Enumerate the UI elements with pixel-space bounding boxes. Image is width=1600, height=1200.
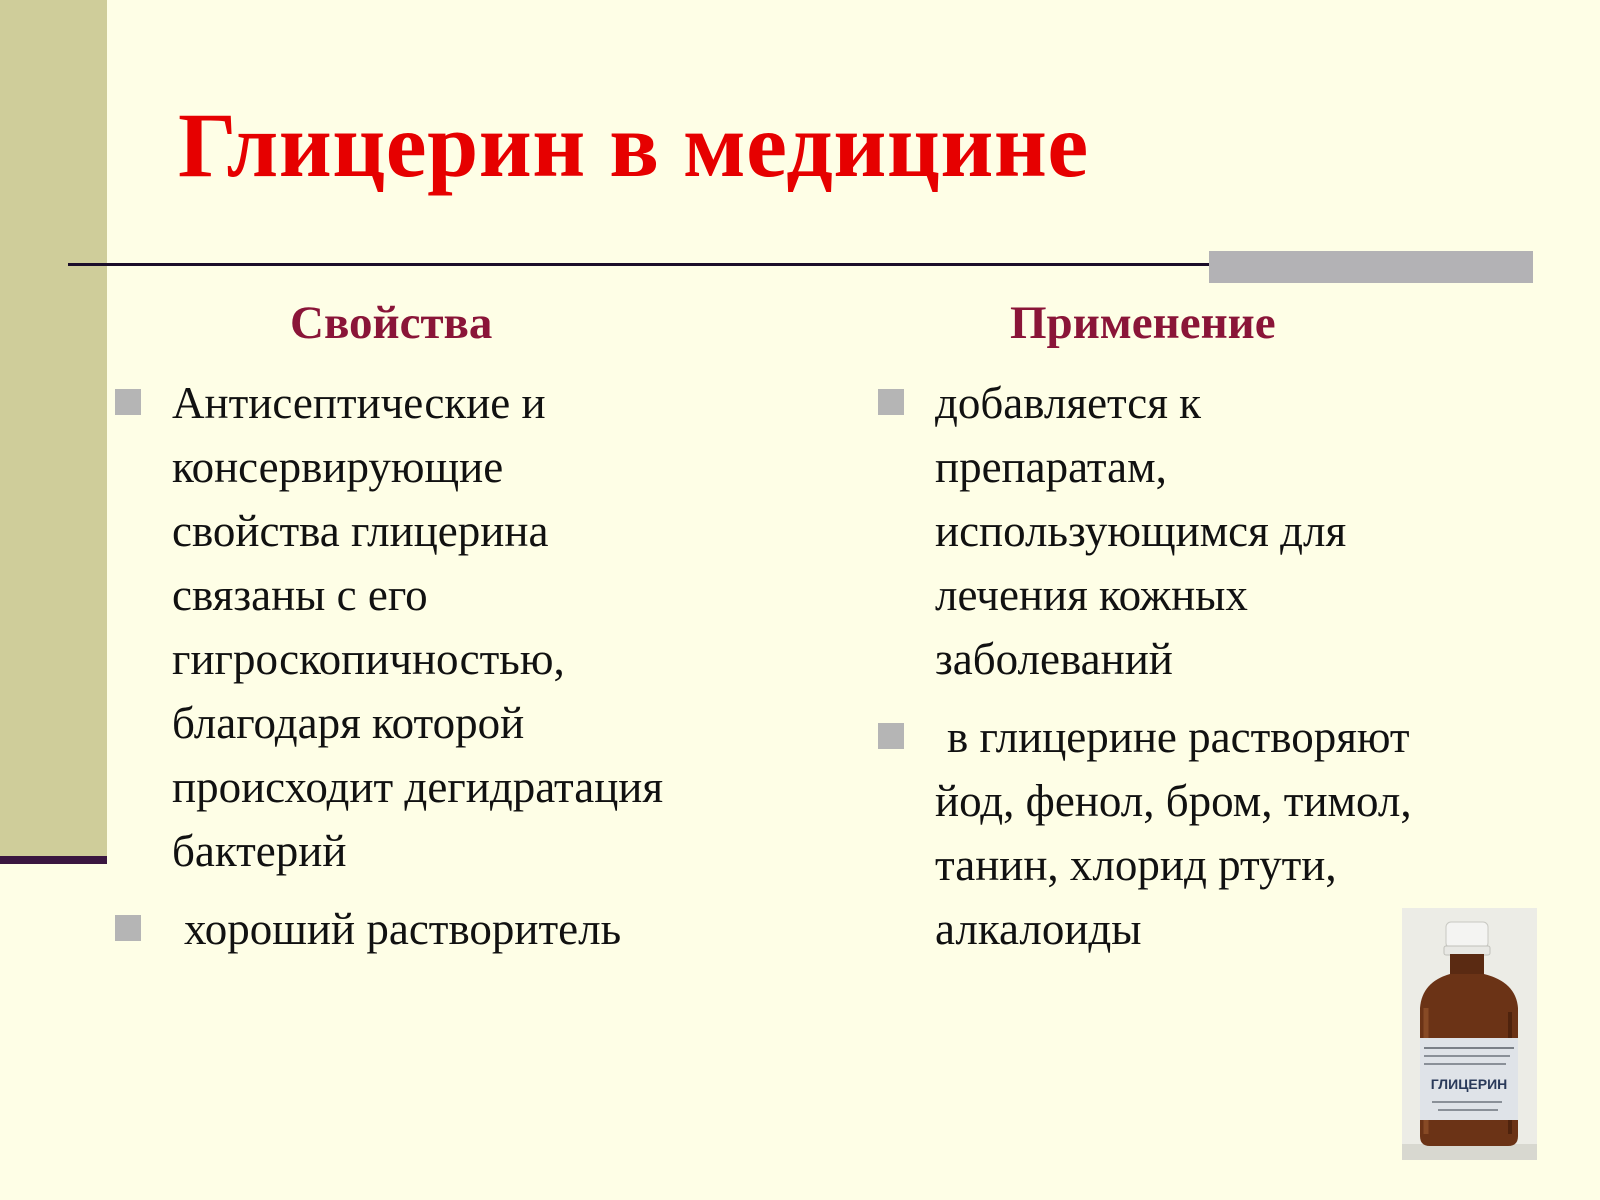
text-line: добавляется к	[935, 378, 1202, 428]
text-line: консервирующие	[172, 442, 504, 492]
text-line: йод, фенол, бром, тимол,	[935, 776, 1412, 826]
text-line: происходит дегидратация	[172, 762, 664, 812]
text-line: в глицерине растворяют	[947, 712, 1410, 762]
text-line: связаны с его	[172, 570, 428, 620]
list-item	[115, 897, 795, 961]
properties-list	[115, 371, 795, 961]
list-item	[115, 371, 795, 883]
list-item	[878, 371, 1558, 691]
glycerin-bottle-photo	[1402, 908, 1537, 1160]
title-divider-accent	[1209, 251, 1533, 283]
text-line: использующимся для	[935, 506, 1347, 556]
application-list	[878, 371, 1558, 961]
text-line: заболеваний	[935, 634, 1173, 684]
list-item-text	[172, 897, 795, 961]
column-heading-properties: Свойства	[290, 297, 493, 349]
text-line: благодаря которой	[172, 698, 525, 748]
text-line: бактерий	[172, 826, 347, 876]
left-decorative-band	[0, 0, 107, 860]
square-bullet-icon	[115, 915, 141, 941]
slide-title: Глицерин в медицине	[178, 94, 1089, 196]
square-bullet-icon	[878, 723, 904, 749]
text-line: гигроскопичностью,	[172, 634, 565, 684]
text-line: препаратам,	[935, 442, 1167, 492]
list-item-text	[172, 371, 795, 883]
text-line: танин, хлорид ртути,	[935, 840, 1337, 890]
bottle-illustration	[1402, 908, 1537, 1160]
text-line: Антисептические и	[172, 378, 546, 428]
text-line: свойства глицерина	[172, 506, 549, 556]
square-bullet-icon	[115, 389, 141, 415]
list-item-text	[935, 371, 1558, 691]
text-line: алкалоиды	[935, 904, 1142, 954]
bottle-label-text: ГЛИЦЕРИН	[1430, 1076, 1508, 1092]
column-heading-application: Применение	[1010, 297, 1276, 349]
square-bullet-icon	[878, 389, 904, 415]
left-band-divider	[0, 856, 107, 864]
text-line: лечения кожных	[935, 570, 1248, 620]
text-line: хороший растворитель	[184, 904, 622, 954]
